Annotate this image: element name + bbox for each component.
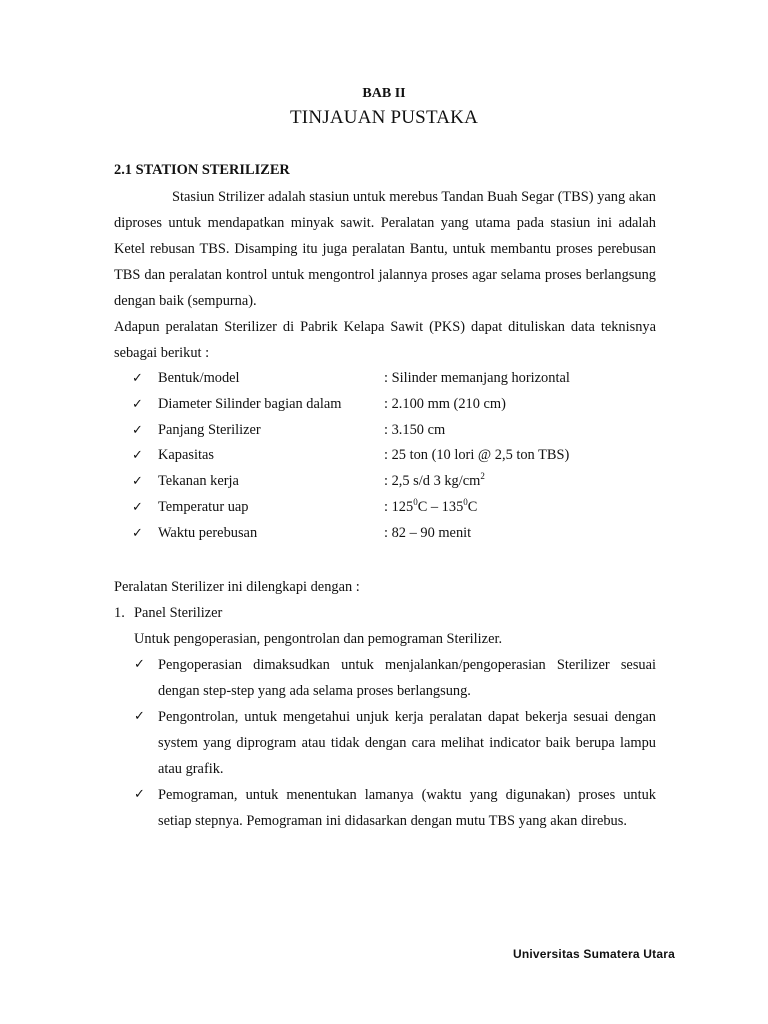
equipment-lead: Peralatan Sterilizer ini dilengkapi dengan : xyxy=(114,579,360,595)
spec-value: : Silinder memanjang horizontal xyxy=(384,370,570,386)
list-item xyxy=(134,782,656,834)
lead-paragraph: Adapun peralatan Sterilizer di Pabrik Kelapa Sawit (PKS) dapat dituliskan data teknisnya sebagai berikut : xyxy=(114,319,656,361)
spec-label: Diameter Silinder bagian dalam xyxy=(158,395,342,412)
chapter-title: TINJAUAN PUSTAKA xyxy=(290,107,478,128)
check-icon: ✓ xyxy=(134,657,145,672)
spec-value-text: C xyxy=(467,498,478,515)
check-icon: ✓ xyxy=(132,474,143,490)
spec-value-text: : 2,5 s/d 3 kg/cm xyxy=(384,473,481,490)
list-item xyxy=(134,652,656,704)
spec-value-text: : 125 xyxy=(384,498,414,515)
spec-value-superscript: 2 xyxy=(480,471,485,482)
spec-value xyxy=(384,469,485,495)
spec-value-text: C – 135 xyxy=(417,498,464,515)
equipment-name: Panel Sterilizer xyxy=(134,605,223,621)
spec-value: : 82 – 90 menit xyxy=(384,524,472,541)
bullet-text: Pengoperasian dimaksudkan untuk menjalankan/pengoperasian Sterilizer sesuai dengan step-step yang ada selama proses berlangsung. xyxy=(158,657,656,699)
equipment-item-heading xyxy=(114,600,222,626)
spec-value-superscript: 0 xyxy=(463,496,468,507)
section-heading: 2.1 STATION STERILIZER xyxy=(114,162,290,178)
equipment-bullet-list xyxy=(134,652,656,834)
check-icon: ✓ xyxy=(132,448,143,464)
spec-value: : 25 ton (10 lori @ 2,5 ton TBS) xyxy=(384,447,570,464)
spec-value: : 3.150 cm xyxy=(384,421,446,438)
spec-label: Tekanan kerja xyxy=(158,473,239,490)
footer-institution: Universitas Sumatera Utara xyxy=(513,947,675,961)
spec-label: Panjang Sterilizer xyxy=(158,421,261,438)
spec-value: : 2.100 mm (210 cm) xyxy=(384,395,506,412)
spec-label: Temperatur uap xyxy=(158,498,249,515)
intro-paragraph: Stasiun Strilizer adalah stasiun untuk merebus Tandan Buah Segar (TBS) yang akan diproses untuk mendapatkan minyak sawit. Peralatan yang utama pada stasiun ini adalah Ketel rebusan TBS. Disamping itu juga peralatan Bantu, untuk membantu proses perebusan TBS dan peralatan kontrol untuk mengontrol jalannya proses agar selama proses berlangsung dengan baik (sempurna). xyxy=(114,189,656,309)
check-icon: ✓ xyxy=(132,371,143,386)
list-number: 1. xyxy=(114,605,125,621)
spec-label: Bentuk/model xyxy=(158,370,240,386)
check-icon: ✓ xyxy=(132,396,143,412)
spec-label: Waktu perebusan xyxy=(158,524,258,541)
equipment-description: Untuk pengoperasian, pengontrolan dan pemograman Sterilizer. xyxy=(134,631,503,647)
spec-value xyxy=(384,495,477,521)
list-item xyxy=(134,704,656,782)
check-icon: ✓ xyxy=(134,787,145,802)
check-icon: ✓ xyxy=(132,525,143,541)
spec-value-superscript: 0 xyxy=(413,496,418,507)
check-icon: ✓ xyxy=(132,422,143,438)
bullet-text: Pemograman, untuk menentukan lamanya (waktu yang digunakan) proses untuk setiap stepnya. Pemograman ini didasarkan dengan mutu TBS yang akan direbus. xyxy=(158,787,656,829)
check-icon: ✓ xyxy=(134,709,145,724)
check-icon: ✓ xyxy=(132,499,143,515)
bullet-text: Pengontrolan, untuk mengetahui unjuk kerja peralatan dapat bekerja sesuai dengan system yang diprogram atau tidak dengan cara melihat indicator baik berupa lampu atau grafik. xyxy=(158,709,656,777)
chapter-label: BAB II xyxy=(362,86,406,101)
spec-label: Kapasitas xyxy=(158,447,214,464)
